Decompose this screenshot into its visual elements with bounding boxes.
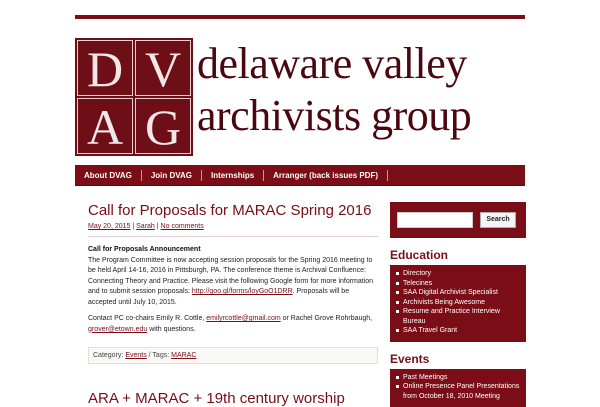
sidebar	[390, 202, 526, 407]
post-paragraph-2a: Contact PC co-chairs Emily R. Cottle,	[88, 315, 204, 322]
google-form-link[interactable]: http://goo.gl/forms/loyGoO1DRR	[192, 288, 293, 295]
main-content	[88, 200, 378, 364]
email-link-rohrbaugh[interactable]: grover@etown.edu	[88, 326, 147, 333]
events-item-past-meetings[interactable]: Past Meetings	[395, 373, 521, 383]
logo-letter-a: A	[77, 98, 133, 154]
site-title-line2: archivists group	[197, 90, 527, 142]
education-item-saa-travel-grant[interactable]: SAA Travel Grant	[395, 326, 521, 336]
nav-about-dvag[interactable]: About DVAG	[75, 170, 142, 181]
category-link[interactable]: Events	[125, 352, 146, 359]
logo-letter-d: D	[77, 40, 133, 96]
post-paragraph-1-end: . Proposals will be accepted until July 10, 2015.	[88, 288, 349, 306]
post-footer	[88, 347, 378, 364]
education-item-archivists-awesome[interactable]: Archivists Being Awesome	[395, 298, 521, 308]
post-paragraph-2b: or Rachel Grove Rohrbaugh,	[283, 315, 373, 322]
site-header	[75, 38, 525, 156]
email-link-cottle[interactable]: emilyrcottle@gmail.com	[206, 315, 280, 322]
top-rule	[75, 15, 525, 19]
events-list	[390, 369, 526, 407]
nav-internships[interactable]: Internships	[202, 170, 264, 181]
search-button[interactable]: Search	[480, 212, 516, 228]
education-list	[390, 265, 526, 342]
post-title[interactable]: Call for Proposals for MARAC Spring 2016	[88, 202, 378, 220]
post-date-link[interactable]: May 20, 2015	[88, 223, 130, 230]
nav-join-dvag[interactable]: Join DVAG	[142, 170, 202, 181]
search-input[interactable]	[397, 212, 473, 228]
post-comments-link[interactable]: No comments	[161, 223, 204, 230]
post-author-link[interactable]: Sarah	[136, 223, 155, 230]
post-paragraph-1: The Program Committee is now accepting session proposals for the Spring 2016 meeting to be held April 14-16, 2016 in Pittsburgh, PA. The conference theme is Archival Confluence: Connecting Theory and Practice. Please visit the following Google form for more information and to submit session proposals:	[88, 257, 373, 296]
post-body	[88, 245, 378, 335]
dvag-logo[interactable]	[75, 38, 193, 156]
tags-label: / Tags:	[149, 352, 170, 359]
logo-letter-v: V	[135, 40, 191, 96]
education-widget-title: Education	[390, 248, 526, 262]
nav-arranger[interactable]: Arranger (back issues PDF)	[264, 170, 388, 181]
meta-separator: |	[132, 223, 136, 230]
events-item-online-presence[interactable]: Online Presence Panel Presentations from October 18, 2010 Meeting	[395, 382, 521, 401]
education-item-resume-bureau[interactable]: Resume and Practice Interview Bureau	[395, 307, 521, 326]
site-title-line1: delaware valley	[197, 38, 527, 90]
education-item-saa-digital[interactable]: SAA Digital Archivist Specialist	[395, 288, 521, 298]
post-paragraph-2c: with questions.	[149, 326, 195, 333]
education-item-telecines[interactable]: Telecines	[395, 279, 521, 289]
education-item-directory[interactable]: Directory	[395, 269, 521, 279]
main-nav	[75, 165, 525, 186]
logo-letter-g: G	[135, 98, 191, 154]
events-widget-title: Events	[390, 352, 526, 366]
site-title[interactable]	[197, 38, 527, 142]
tag-link[interactable]: MARAC	[171, 352, 196, 359]
post-meta	[88, 223, 378, 237]
category-label: Category:	[93, 352, 123, 359]
search-widget	[390, 202, 526, 238]
post-heading: Call for Proposals Announcement	[88, 246, 201, 253]
next-post-title[interactable]: ARA + MARAC + 19th century worship	[88, 390, 378, 407]
meta-separator: |	[157, 223, 161, 230]
